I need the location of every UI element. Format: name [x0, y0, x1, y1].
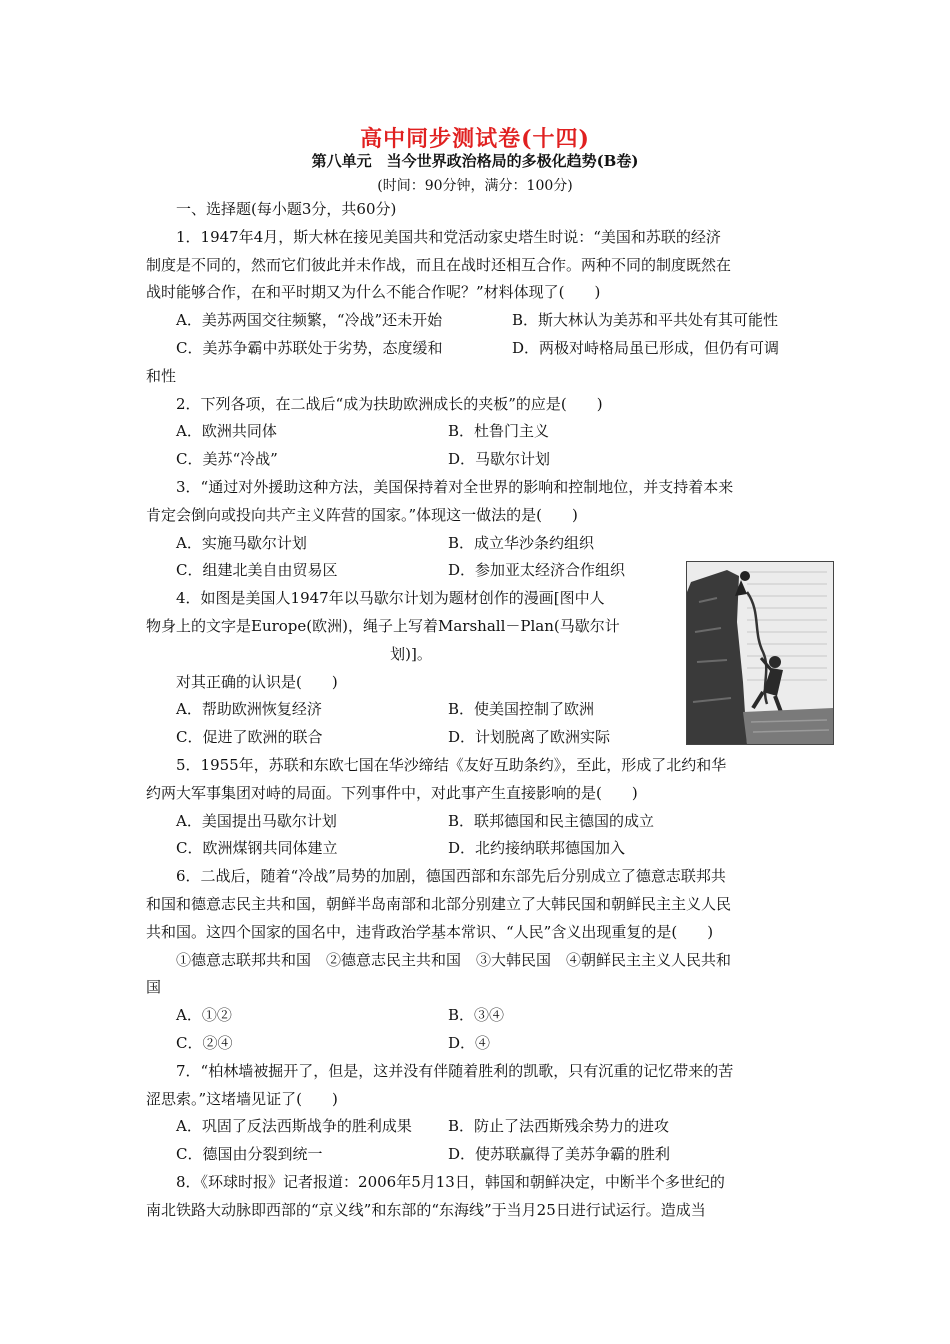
q1-stem-line: 制度是不同的，然而它们彼此并未作战，而且在战时还相互合作。两种不同的制度既然在	[146, 255, 732, 274]
q6-option-a[interactable]: A．①②	[176, 1006, 232, 1025]
q3-stem-line: 肯定会倒向或投向共产主义阵营的国家。”体现这一做法的是( )	[146, 505, 578, 524]
q6-items-line: 国	[146, 978, 162, 997]
q1-stem-line: 1．1947年4月，斯大林在接见美国共和党活动家史塔生时说：“美国和苏联的经济	[176, 227, 721, 246]
q4-option-c[interactable]: C．促进了欧洲的联合	[176, 728, 323, 747]
q2-options-row	[146, 446, 810, 474]
cartoon-drawing	[687, 562, 833, 744]
q4-stem-line: 4．如图是美国人1947年以马歇尔计划为题材创作的漫画[图中人	[176, 589, 605, 608]
q5-options-row	[146, 808, 810, 836]
q1-option-b[interactable]: B．斯大林认为美苏和平共处有其可能性	[512, 311, 779, 330]
q3-option-c[interactable]: C．组建北美自由贸易区	[176, 561, 338, 580]
q6-items-line: ①德意志联邦共和国 ②德意志民主共和国 ③大韩民国 ④朝鲜民主主义人民共和	[176, 950, 732, 969]
q6-stem-line: 共和国。这四个国家的国名中，违背政治学基本常识、“人民”含义出现重复的是( )	[146, 922, 714, 941]
q6-options-row	[146, 1002, 810, 1030]
q1-option-c[interactable]: C．美苏争霸中苏联处于劣势，态度缓和	[176, 338, 443, 357]
q6-option-d[interactable]: D．④	[448, 1033, 491, 1052]
q6-option-c[interactable]: C．②④	[176, 1033, 233, 1052]
q5-option-c[interactable]: C．欧洲煤钢共同体建立	[176, 839, 338, 858]
q5-stem-line: 5．1955年，苏联和东欧七国在华沙缔结《友好互助条约》，至此，形成了北约和华	[176, 755, 727, 774]
q3-option-b[interactable]: B．成立华沙条约组织	[448, 533, 595, 552]
q2-option-d[interactable]: D．马歇尔计划	[448, 450, 551, 469]
q7-option-a[interactable]: A．巩固了反法西斯战争的胜利成果	[176, 1117, 412, 1136]
q8-stem-line: 南北铁路大动脉即西部的“京义线”和东部的“东海线”于当月25日进行试运行。造成当	[146, 1200, 706, 1219]
q2-option-c[interactable]: C．美苏“冷战”	[176, 450, 278, 469]
q4-option-a[interactable]: A．帮助欧洲恢复经济	[176, 700, 322, 719]
q1-stem-line: 战时能够合作，在和平时期又为什么不能合作呢？”材料体现了( )	[146, 283, 601, 302]
q1-option-d-continued: 和性	[146, 366, 177, 385]
q7-options-row	[146, 1141, 810, 1169]
q1-option-d[interactable]: D．两极对峙格局虽已形成，但仍有可调	[512, 338, 780, 357]
q2-options-row	[146, 418, 810, 446]
q4-option-d[interactable]: D．计划脱离了欧洲实际	[448, 728, 611, 747]
exam-title: 高中同步测试卷(十四)	[360, 126, 590, 152]
q1-options-row	[146, 335, 810, 363]
section-heading: 一、选择题(每小题3分，共60分)	[176, 200, 397, 218]
q4-stem-line: 物身上的文字是Europe(欧洲)，绳子上写着Marshall－Plan(马歇尔计	[146, 616, 620, 635]
q5-stem-line: 约两大军事集团对峙的局面。下列事件中，对此事产生直接影响的是( )	[146, 783, 638, 802]
q3-options-row	[146, 530, 810, 558]
q5-options-row	[146, 835, 810, 863]
q5-option-d[interactable]: D．北约接纳联邦德国加入	[448, 839, 626, 858]
q7-option-d[interactable]: D．使苏联赢得了美苏争霸的胜利	[448, 1145, 671, 1164]
q6-stem-line: 6．二战后，随着“冷战”局势的加剧，德国西部和东部先后分别成立了德意志联邦共	[176, 867, 726, 886]
q8-stem-line: 8．《环球时报》记者报道：2006年5月13日，韩国和朝鲜决定，中断半个多世纪的	[176, 1172, 725, 1191]
q2-option-a[interactable]: A．欧洲共同体	[176, 422, 277, 441]
q6-option-b[interactable]: B．③④	[448, 1006, 505, 1025]
q2-stem: 2．下列各项，在二战后“成为扶助欧洲成长的夹板”的应是( )	[176, 394, 603, 413]
q7-option-b[interactable]: B．防止了法西斯残余势力的进攻	[448, 1117, 670, 1136]
q6-stem-line: 和国和德意志民主共和国，朝鲜半岛南部和北部分别建立了大韩民国和朝鲜民主主义人民	[146, 894, 732, 913]
q2-option-b[interactable]: B．杜鲁门主义	[448, 422, 550, 441]
q1-option-a[interactable]: A．美苏两国交往频繁，“冷战”还未开始	[176, 311, 443, 330]
q6-options-row	[146, 1030, 810, 1058]
q5-option-a[interactable]: A．美国提出马歇尔计划	[176, 811, 337, 830]
q3-option-a[interactable]: A．实施马歇尔计划	[176, 533, 307, 552]
q1-options-row	[146, 307, 810, 335]
marshall-plan-cartoon	[686, 561, 834, 745]
q7-options-row	[146, 1113, 810, 1141]
q3-option-d[interactable]: D．参加亚太经济合作组织	[448, 561, 626, 580]
time-and-score: (时间：90分钟，满分：100分)	[377, 178, 573, 194]
q4-stem-line: 划)]。	[390, 644, 432, 663]
q7-stem-line: 7．“柏林墙被掘开了，但是，这并没有伴随着胜利的凯歌，只有沉重的记忆带来的苦	[176, 1061, 734, 1080]
q7-stem-line: 涩思索。”这堵墙见证了( )	[146, 1089, 338, 1108]
unit-subtitle: 第八单元 当今世界政治格局的多极化趋势(B卷)	[311, 152, 639, 170]
q4-option-b[interactable]: B．使美国控制了欧洲	[448, 700, 595, 719]
q5-option-b[interactable]: B．联邦德国和民主德国的成立	[448, 811, 655, 830]
q7-option-c[interactable]: C．德国由分裂到统一	[176, 1145, 323, 1164]
q3-stem-line: 3．“通过对外援助这种方法，美国保持着对全世界的影响和控制地位，并支持着本来	[176, 477, 734, 496]
q4-stem-line: 对其正确的认识是( )	[176, 672, 338, 691]
